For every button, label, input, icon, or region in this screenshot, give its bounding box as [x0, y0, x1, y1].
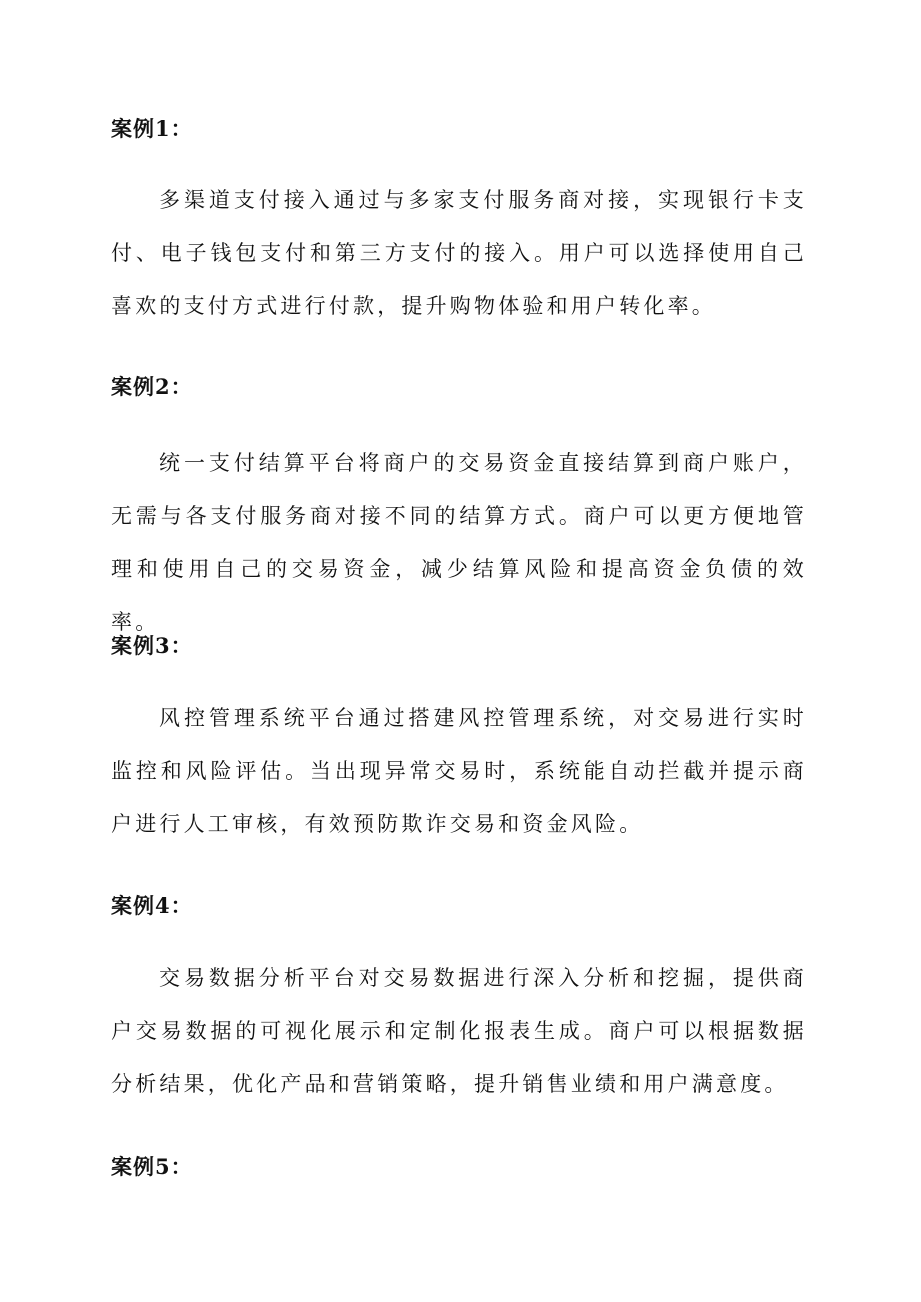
case-3-heading: 案例3：: [111, 633, 193, 658]
case-1-heading: 案例1：: [111, 116, 193, 141]
case-1-paragraph: 多渠道支付接入通过与多家支付服务商对接，实现银行卡支付、电子钱包支付和第三方支付的接入。用户可以选择使用自己喜欢的支付方式进行付款，提升购物体验和用户转化率。: [111, 188, 807, 318]
case-2-paragraph: 统一支付结算平台将商户的交易资金直接结算到商户账户，无需与各支付服务商对接不同的结算方式。商户可以更方便地管理和使用自己的交易资金，减少结算风险和提高资金负债的效率。: [111, 451, 807, 634]
case-3-paragraph: 风控管理系统平台通过搭建风控管理系统，对交易进行实时监控和风险评估。当出现异常交易时，系统能自动拦截并提示商户进行人工审核，有效预防欺诈交易和资金风险。: [111, 706, 807, 836]
case-4-paragraph: 交易数据分析平台对交易数据进行深入分析和挖掘，提供商户交易数据的可视化展示和定制化报表生成。商户可以根据数据分析结果，优化产品和营销策略，提升销售业绩和用户满意度。: [111, 966, 807, 1096]
case-4-heading: 案例4：: [111, 893, 193, 918]
case-2-heading: 案例2：: [111, 374, 193, 399]
case-5-heading: 案例5：: [111, 1154, 193, 1179]
